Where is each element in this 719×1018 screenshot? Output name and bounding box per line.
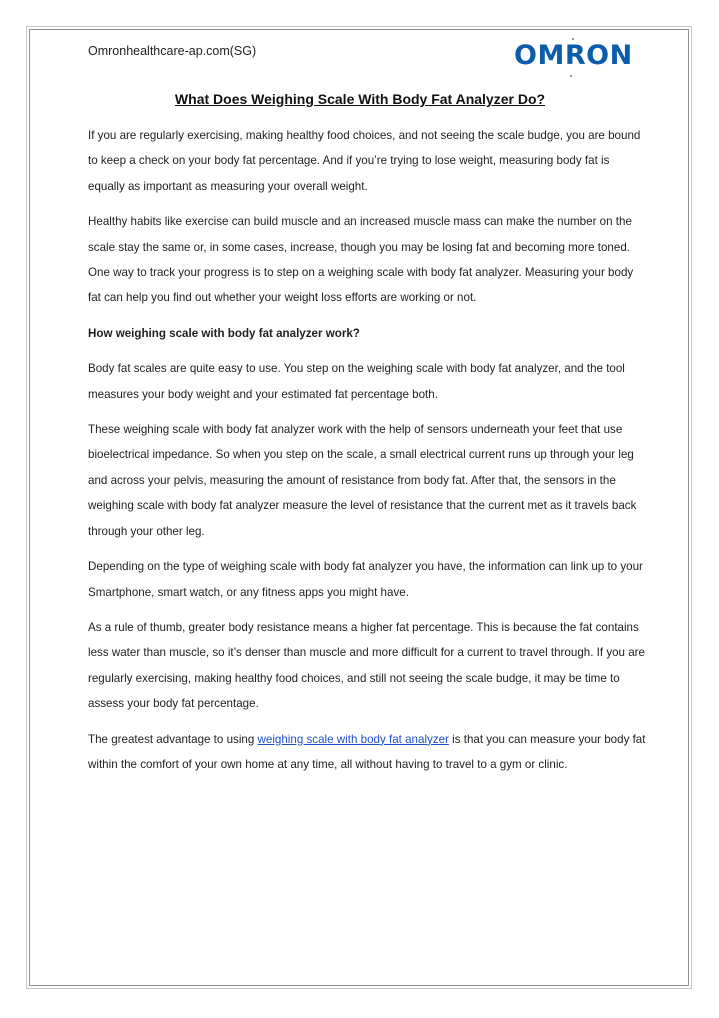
paragraph: These weighing scale with body fat analyzer work with the help of sensors underneath your feet that use bioelectrical impedance. So when you step on the scale, a small electrical current runs up through your leg and across your pelvis, measuring the amount of resistance from body fat. After that, the sensors in the weighing scale with body fat analyzer measure the level of resistance that the current met as it travels back through your other leg. [88,423,637,538]
paragraph: Depending on the type of weighing scale with body fat analyzer you have, the information can link up to your Smartphone, smart watch, or any fitness apps you might have. [88,560,643,599]
header-site-url: Omronhealthcare-ap.com(SG) [88,44,257,58]
paragraph-text: The greatest advantage to using [88,732,258,746]
document-page [29,29,689,986]
document-body [88,123,648,787]
omron-logo [514,39,633,81]
paragraph: Body fat scales are quite easy to use. You step on the weighing scale with body fat analyzer, and the tool measures your body weight and your estimated fat percentage both. [88,362,625,401]
paragraph-text: is that you can measure your body fat within the comfort of your own home at any time, all without having to travel to a gym or clinic. [88,732,646,771]
product-link[interactable]: weighing scale with body fat analyzer [257,732,449,746]
logo-mark-dot [570,75,572,77]
paragraph: Healthy habits like exercise can build muscle and an increased muscle mass can make the number on the scale stay the same or, in some cases, increase, though you may be losing fat and becoming more toned. One way to track your progress is to step on a weighing scale with body fat analyzer. Measuring your body fat can help you find out whether your weight loss efforts are working or not. [88,215,634,305]
paragraph: If you are regularly exercising, making healthy food choices, and not seeing the scale budge, you are bound to keep a check on your body fat percentage. And if you’re trying to lose weight, measuring body fat is equally as important as measuring your overall weight. [88,129,641,193]
document-title: What Does Weighing Scale With Body Fat Analyzer Do? [174,91,546,107]
paragraph-with-link [88,727,648,778]
omron-logo-text: OMRON [514,40,633,71]
paragraph: As a rule of thumb, greater body resistance means a higher fat percentage. This is because the fat contains less water than muscle, so it’s denser than muscle and more difficult for a current to travel through. If you are regularly exercising, making healthy food choices, and still not seeing the scale budge, it may be time to assess your body fat percentage. [88,620,645,711]
section-heading: How weighing scale with body fat analyzer work? [88,326,360,340]
